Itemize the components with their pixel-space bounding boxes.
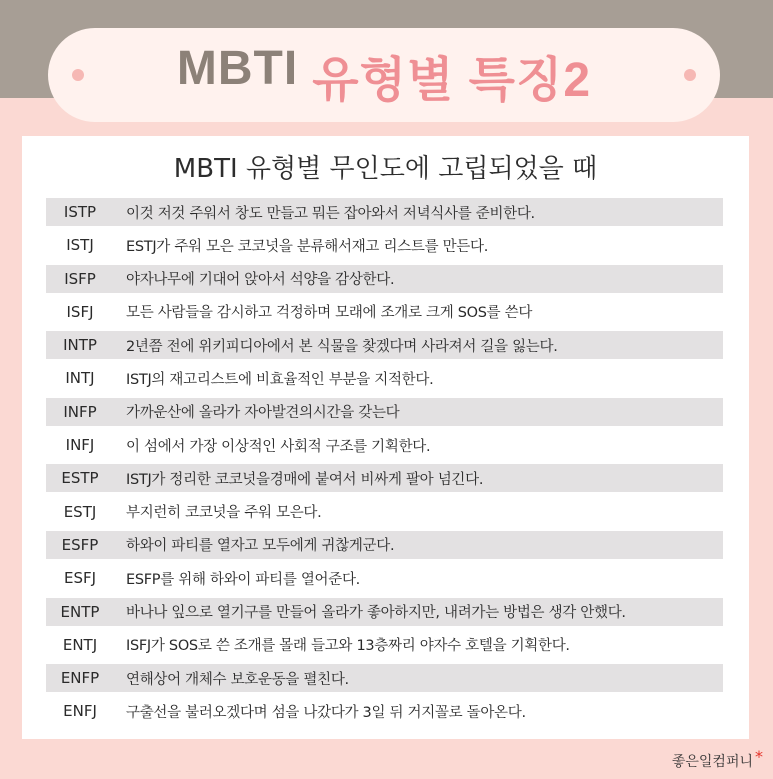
list-item — [46, 498, 723, 526]
list-item — [46, 464, 723, 492]
type-list — [46, 198, 723, 731]
content-card — [22, 136, 749, 739]
list-item — [46, 697, 723, 725]
type-description: ESTJ가 주워 모은 코코넛을 분류해서재고 리스트를 만든다. — [126, 238, 489, 255]
dot-decoration-left — [72, 69, 84, 81]
type-description: ISFJ가 SOS로 쓴 조개를 몰래 들고와 13층짜리 야자수 호텔을 기획한다. — [126, 638, 570, 655]
list-item — [46, 598, 723, 626]
mbti-type: ESTJ — [63, 502, 97, 521]
mbti-type: ENTP — [60, 602, 100, 621]
list-item — [46, 364, 723, 392]
type-description: 연해상어 개체수 보호운동을 펼친다. — [126, 671, 349, 688]
star-icon: * — [755, 747, 763, 766]
type-description: ISTJ가 정리한 코코넛을경매에 붙여서 비싸게 팔아 넘긴다. — [126, 471, 484, 488]
mbti-type: INTP — [63, 336, 97, 355]
type-description: 부지런히 코코넛을 주워 모은다. — [126, 505, 322, 522]
mbti-type: ENFJ — [63, 702, 97, 721]
type-description: 하와이 파티를 열자고 모두에게 귀찮게군다. — [126, 538, 395, 555]
title-subtitle: 유형별 특징2 — [312, 53, 592, 107]
mbti-type: ISFJ — [66, 302, 94, 321]
card-title: MBTI 유형별 무인도에 고립되었을 때 — [173, 154, 598, 184]
type-description: 야자나무에 기대어 앉아서 석양을 감상한다. — [126, 272, 395, 289]
list-item — [46, 198, 723, 226]
type-description: 이 섬에서 가장 이상적인 사회적 구조를 기획한다. — [126, 438, 431, 455]
mbti-type: ISTP — [63, 203, 97, 221]
list-item — [46, 531, 723, 559]
title-mbti: MBTI — [176, 41, 299, 95]
mbti-type: ESFJ — [63, 569, 97, 588]
list-item — [46, 431, 723, 459]
list-item — [46, 631, 723, 659]
type-description: ESFP를 위해 하와이 파티를 열어준다. — [126, 571, 360, 588]
list-item — [46, 564, 723, 592]
type-description: 2년쯤 전에 위키피디아에서 본 식물을 찾겠다며 사라져서 길을 잃는다. — [126, 338, 558, 355]
list-item — [46, 398, 723, 426]
list-item — [46, 231, 723, 259]
mbti-type: INTJ — [65, 369, 95, 388]
type-description: 가까운산에 올라가 자아발견의시간을 갖는다 — [126, 405, 400, 422]
type-description: 이것 저것 주워서 창도 만들고 뭐든 잡아와서 저녁식사를 준비한다. — [126, 205, 535, 222]
list-item — [46, 331, 723, 359]
mbti-type: ESFP — [61, 535, 99, 554]
mbti-type: ENFP — [60, 669, 100, 688]
list-item — [46, 265, 723, 293]
mbti-type: INFJ — [65, 436, 95, 455]
page-title — [177, 41, 591, 110]
mbti-type: ISFP — [64, 269, 96, 288]
brand-logo — [671, 747, 763, 771]
list-item — [46, 664, 723, 692]
title-banner — [48, 28, 720, 122]
type-description: 구출선을 불러오겠다며 섬을 나갔다가 3일 뒤 거지꼴로 돌아온다. — [126, 704, 526, 721]
list-item — [46, 298, 723, 326]
mbti-type: INFP — [63, 402, 97, 421]
type-description: 바나나 잎으로 열기구를 만들어 올라가 좋아하지만, 내려가는 방법은 생각 안했다. — [126, 605, 626, 622]
type-description: ISTJ의 재고리스트에 비효율적인 부분을 지적한다. — [126, 371, 434, 388]
mbti-type: ESTP — [61, 469, 99, 488]
dot-decoration-right — [684, 69, 696, 81]
mbti-type: ISTJ — [66, 236, 94, 255]
brand-name: 좋은일컴퍼니 — [671, 754, 753, 770]
mbti-type: ENTJ — [62, 635, 98, 654]
type-description: 모든 사람들을 감시하고 걱정하며 모래에 조개로 크게 SOS를 쓴다 — [126, 305, 533, 322]
